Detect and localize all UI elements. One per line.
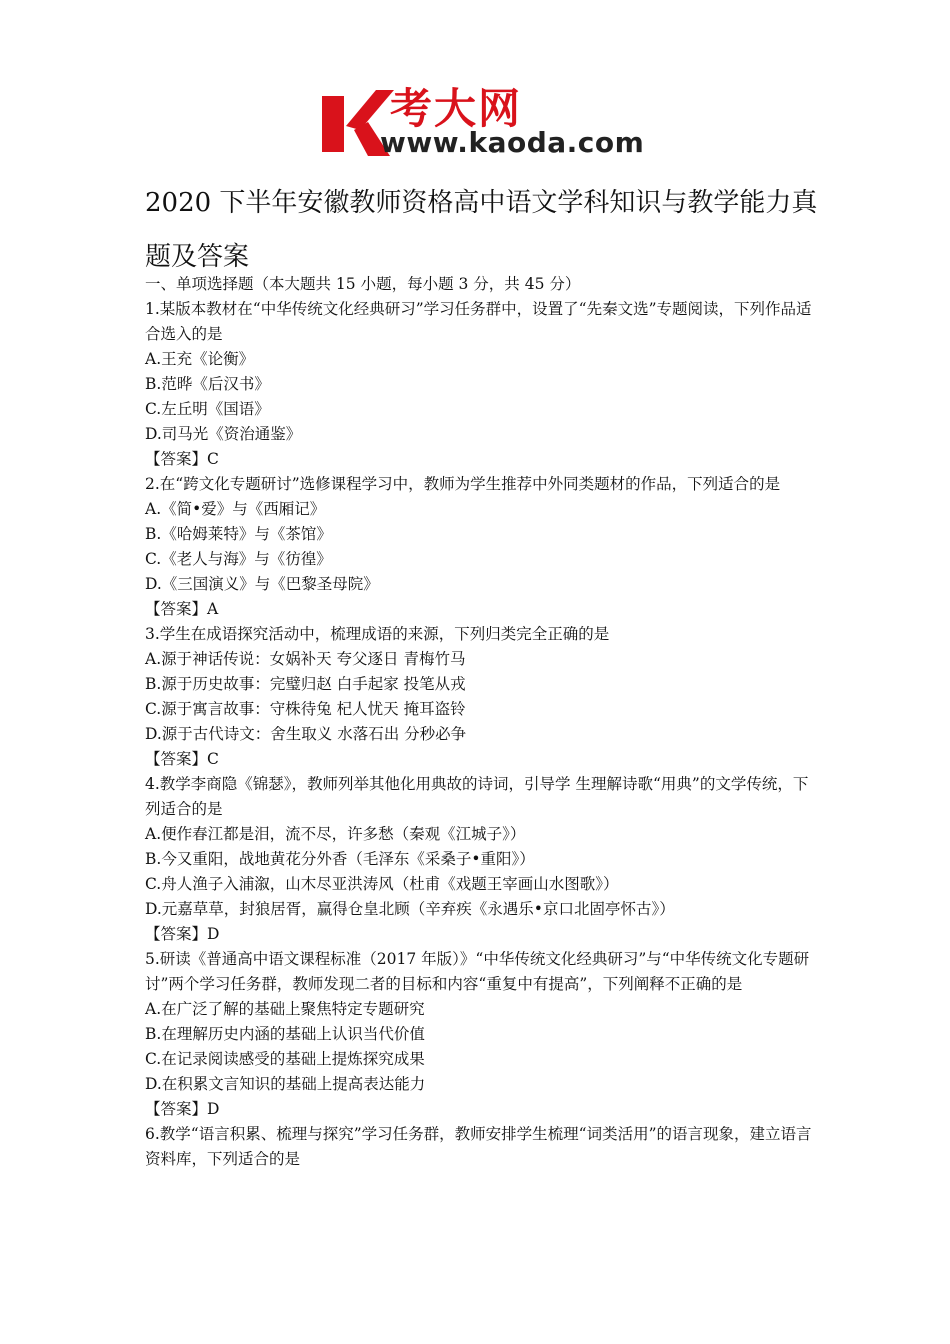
question-option: D.源于古代诗文：舍生取义 水落石出 分秒必争 <box>145 725 467 743</box>
question-option: A.源于神话传说：女娲补天 夸父逐日 青梅竹马 <box>145 650 466 668</box>
question-option: D.《三国演义》与《巴黎圣母院》 <box>145 575 379 593</box>
question-1 <box>145 297 815 472</box>
question-stem: 6.教学“语言积累、梳理与探究”学习任务群，教师安排学生梳理“词类活用”的语言现象，建立语言资料库，下列适合的是 <box>145 1125 812 1168</box>
question-option: D.在积累文言知识的基础上提高表达能力 <box>145 1075 426 1093</box>
question-4 <box>145 772 815 947</box>
question-option: A.王充《论衡》 <box>145 350 255 368</box>
question-option: B.范晔《后汉书》 <box>145 375 270 393</box>
logo-brand-name: 考大网 <box>390 84 523 133</box>
question-option: A.便作春江都是泪，流不尽，许多愁（秦观《江城子》） <box>145 825 526 843</box>
question-option: A.《简•爱》与《西厢记》 <box>145 500 326 518</box>
question-option: D.元嘉草草，封狼居胥，赢得仓皇北顾（辛弃疾《永遇乐•京口北固亭怀古》） <box>145 900 675 918</box>
question-2 <box>145 472 815 622</box>
question-stem: 4.教学李商隐《锦瑟》，教师列举其他化用典故的诗词，引导学 生理解诗歌“用典”的文学传统，下列适合的是 <box>145 775 809 818</box>
question-answer: 【答案】D <box>145 1100 220 1118</box>
question-answer: 【答案】D <box>145 925 220 943</box>
question-5 <box>145 947 815 1122</box>
question-option: C.《老人与海》与《彷徨》 <box>145 550 332 568</box>
logo-url: www.kaoda.com <box>380 126 645 159</box>
question-stem: 5.研读《普通高中语文课程标准（2017 年版）》“中华传统文化经典研习”与“中华传统文化专题研讨”两个学习任务群，教师发现二者的目标和内容“重复中有提高”，下列阐释不正确的是 <box>145 950 810 993</box>
question-6 <box>145 1122 815 1172</box>
question-option: B.今又重阳，战地黄花分外香（毛泽东《采桑子•重阳》） <box>145 850 535 868</box>
question-3 <box>145 622 815 772</box>
question-answer: 【答案】C <box>145 750 219 768</box>
question-stem: 2.在“跨文化专题研讨”选修课程学习中，教师为学生推荐中外同类题材的作品，下列适合的是 <box>145 475 781 493</box>
question-option: B.源于历史故事：完璧归赵 白手起家 投笔从戎 <box>145 675 466 693</box>
document-title: 2020 下半年安徽教师资格高中语文学科知识与教学能力真题及答案 <box>145 188 818 272</box>
question-option: D.司马光《资治通鉴》 <box>145 425 302 443</box>
question-option: C.左丘明《国语》 <box>145 400 270 418</box>
question-option: C.舟人渔子入浦溆，山木尽亚洪涛风（杜甫《戏题王宰画山水图歌》） <box>145 875 619 893</box>
document-body <box>145 272 815 1172</box>
question-answer: 【答案】C <box>145 450 219 468</box>
question-option: C.源于寓言故事：守株待兔 杞人忧天 掩耳盗铃 <box>145 700 466 718</box>
section-heading: 一、单项选择题（本大题共 15 小题，每小题 3 分，共 45 分） <box>145 275 581 293</box>
question-answer: 【答案】A <box>145 600 219 618</box>
question-option: C.在记录阅读感受的基础上提炼探究成果 <box>145 1050 425 1068</box>
question-option: B.《哈姆莱特》与《茶馆》 <box>145 525 332 543</box>
question-stem: 1.某版本教材在“中华传统文化经典研习”学习任务群中，设置了“先秦文选”专题阅读，下列作品适合选入的是 <box>145 300 812 343</box>
question-option: B.在理解历史内涵的基础上认识当代价值 <box>145 1025 425 1043</box>
question-stem: 3.学生在成语探究活动中，梳理成语的来源，下列归类完全正确的是 <box>145 625 610 643</box>
kaoda-logo <box>318 82 645 162</box>
question-option: A.在广泛了解的基础上聚焦特定专题研究 <box>145 1000 425 1018</box>
